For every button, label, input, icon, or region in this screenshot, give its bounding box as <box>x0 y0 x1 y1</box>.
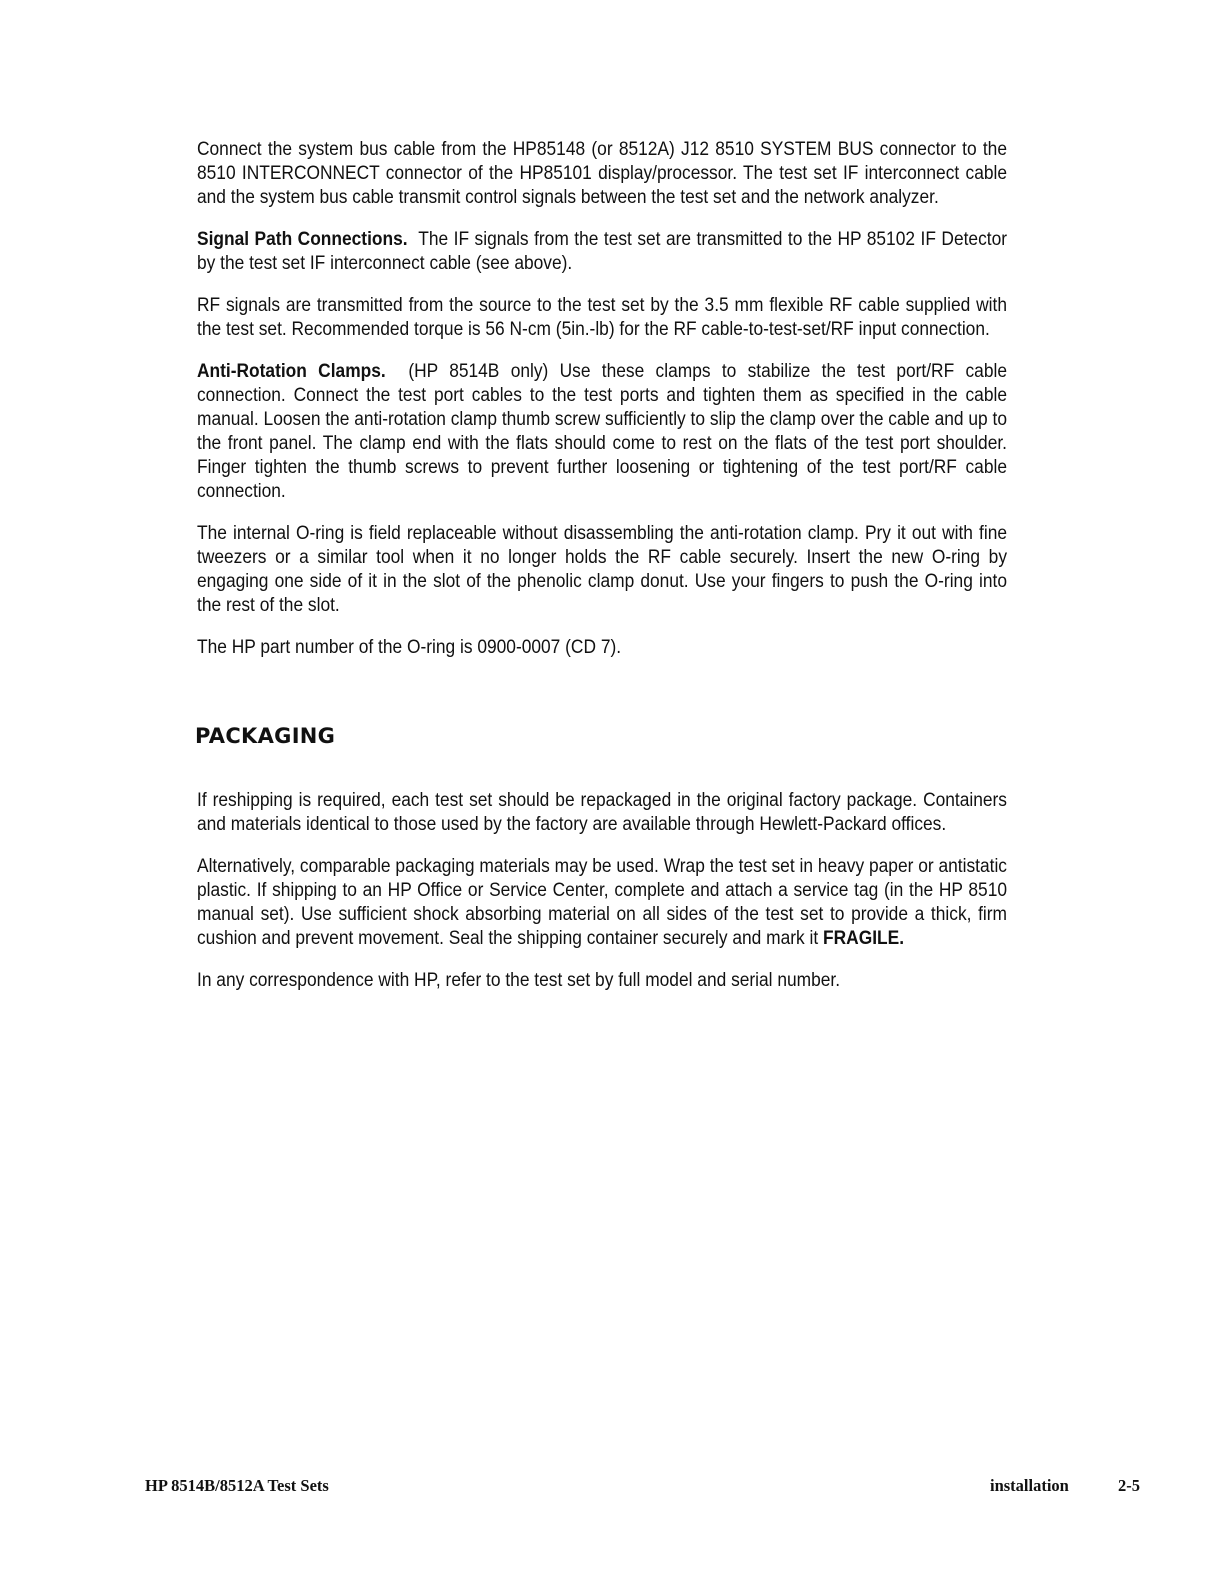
system-bus-paragraph: Connect the system bus cable from the HP85148 (or 8512A) J12 8510 SYSTEM BUS connector to the 8510 INTERCONNECT connector of the HP85101 display/processor. The test set IF interconnect cable and the system bus cable transmit control signals between the test set and the network analyzer. <box>197 139 1007 208</box>
o-ring-part-number: The HP part number of the O-ring is 0900-0007 (CD 7). <box>197 637 622 658</box>
section-packaging <box>197 789 1007 993</box>
footer-page-number: 2-5 <box>1118 1476 1140 1495</box>
footer-section-name: installation <box>990 1476 1069 1495</box>
signal-path-text: The IF signals from the test set are transmitted to the HP 85102 IF Detector by the test set IF interconnect cable (see above). <box>197 229 1007 274</box>
signal-path-paragraph <box>197 228 1007 276</box>
footer-manual-title: HP 8514B/8512A Test Sets <box>145 1476 329 1495</box>
alternatively-text: Alternatively, comparable packaging materials may be used. Wrap the test set in heavy paper or antistatic plastic. If shipping to an HP Office or Service Center, complete and attach a service tag (in the HP 8510 manual set). Use sufficient shock absorbing material on all sides of the test set to provide a thick, firm cushion and prevent movement. Seal the shipping container securely and mark it <box>197 856 1007 949</box>
alternatively-paragraph <box>197 855 1007 951</box>
o-ring-paragraph: The internal O-ring is field replaceable without disassembling the anti-rotation clamp. Pry it out with fine tweezers or a similar tool when it no longer holds the RF cable securely. Insert the new O-ring by engaging one side of it in the slot of the phenolic clamp donut. Use your fingers to push the O-ring into the rest of the slot. <box>197 523 1007 616</box>
packaging-heading: PACKAGING <box>195 724 336 748</box>
anti-rotation-heading: Anti-Rotation Clamps. <box>197 361 386 382</box>
signal-path-heading: Signal Path Connections. <box>197 229 408 250</box>
fragile-label: FRAGILE. <box>823 928 905 949</box>
anti-rotation-paragraph <box>197 360 1007 504</box>
section-connections <box>197 138 1007 660</box>
reshipping-paragraph: If reshipping is required, each test set should be repackaged in the original factory package. Containers and materials identical to those used by the factory are available through Hewlett-Packard offices. <box>197 790 1007 835</box>
correspondence-paragraph: In any correspondence with HP, refer to the test set by full model and serial number. <box>197 970 841 991</box>
rf-signals-paragraph: RF signals are transmitted from the source to the test set by the 3.5 mm flexible RF cable supplied with the test set. Recommended torque is 56 N-cm (5in.-lb) for the RF cable-to-test-set/RF input connection. <box>197 295 1007 340</box>
anti-rotation-text: (HP 8514B only) Use these clamps to stabilize the test port/RF cable connection. Connect the test port cables to the test ports and tighten them as specified in the cable manual. Loosen the anti-rotation clamp thumb screw sufficiently to slip the clamp over the cable and up to the front panel. The clamp end with the flats should come to rest on the flats of the test port shoulder. Finger tighten the thumb screws to prevent further loosening or tightening of the test port/RF cable connection. <box>197 361 1007 502</box>
